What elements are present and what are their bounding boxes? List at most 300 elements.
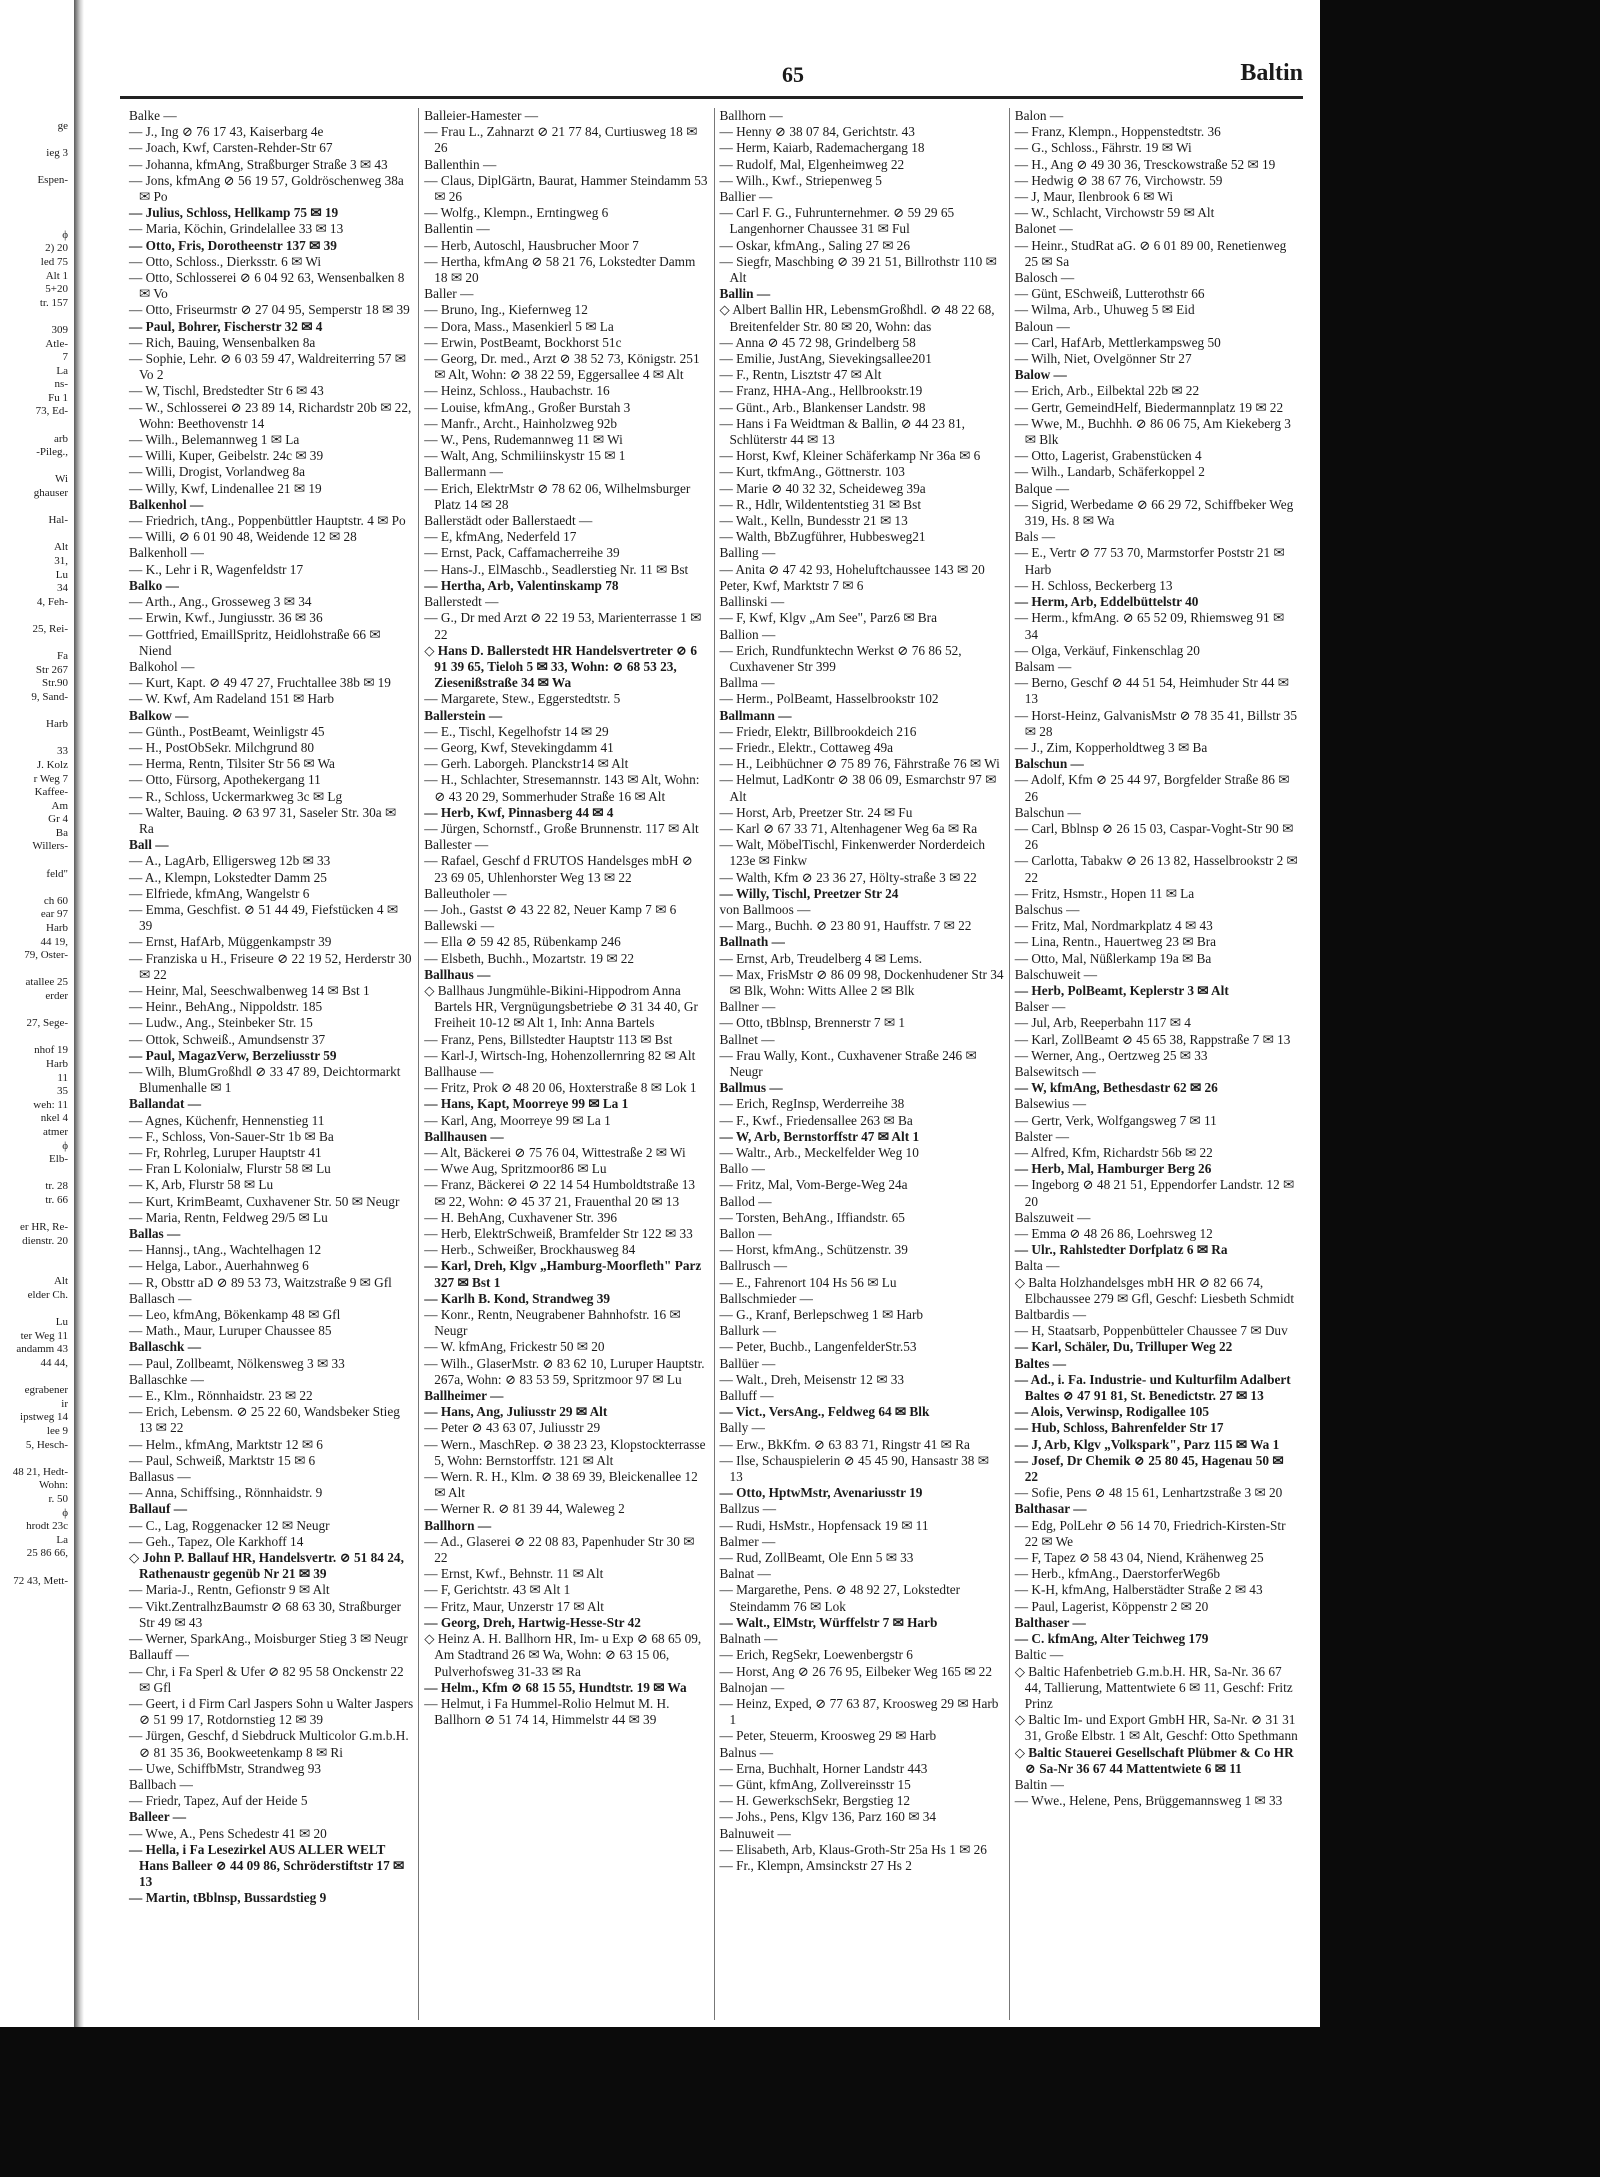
directory-entry: — Horst-Heinz, GalvanisMstr ⊘ 78 35 41, Billstr 35 ✉ 28 (1014, 707, 1297, 739)
directory-entry: — Gottfried, EmaillSpritz, Heidlohstraße 66 ✉ Niend (129, 626, 381, 658)
directory-entry: — Wilh, BlumGroßhdl ⊘ 33 47 89, Deichtormarkt Blumenhalle ✉ 1 (129, 1063, 401, 1096)
directory-entry: — Rudolf, Mal, Elgenheimweg 22 (719, 156, 905, 172)
directory-entry: — H., Schlachter, Stresemannstr. 143 ✉ Alt, Wohn: ⊘ 43 20 29, Sommerhuder Straße 16 ✉ Alt (424, 772, 700, 804)
directory-entry: — Sophie, Lehr. ⊘ 6 03 59 47, Waldreiterring 57 ✉ Vo 2 (129, 351, 406, 383)
prev-page-fragment: Gr 4 (48, 813, 68, 826)
directory-entry: — C., Lag, Roggenacker 12 ✉ Neugr (129, 1517, 330, 1533)
directory-entry: — Ulr., Rahlstedter Dorfplatz 6 ✉ Ra (1014, 1242, 1228, 1258)
directory-entry: — Ernst, Kwf., Behnstr. 11 ✉ Alt (424, 1566, 604, 1582)
directory-entry: — H. GewerkschSekr, Bergstieg 12 (719, 1793, 911, 1809)
directory-entry: — Edg, PolLehr ⊘ 56 14 70, Friedrich-Kirsten-Str 22 ✉ We (1014, 1517, 1286, 1549)
prev-page-fragment: r. 50 (48, 1492, 68, 1505)
directory-entry: — Julius, Schloss, Hellkamp 75 ✉ 19 (129, 205, 339, 221)
directory-entry: — Walt, MöbelTischl, Finkenwerder Norderdeich 123e ✉ Finkw (719, 837, 986, 869)
directory-entry: — Helga, Labor., Auerhahnweg 6 (129, 1258, 309, 1274)
prev-page-fragment: elder Ch. (27, 1289, 68, 1302)
directory-entry: — Fr., Klempn, Amsinckstr 27 Hs 2 (719, 1857, 912, 1873)
directory-entry: Ballnet — (719, 1031, 775, 1047)
prev-page-fragment (0, 609, 70, 623)
directory-entry: — Alois, Verwinsp, Rodigallee 105 (1014, 1404, 1210, 1420)
directory-entry: — Karl, Schäler, Du, Trilluper Weg 22 (1014, 1339, 1233, 1355)
directory-entry: — Arth., Ang., Grosseweg 3 ✉ 34 (129, 594, 312, 610)
prev-page-fragment: 5+20 (45, 283, 68, 296)
directory-entry: Ballerstädt oder Ballerstaedt — (424, 513, 593, 529)
directory-entry: — Johanna, kfmAng, Straßburger Straße 3 ✉ 43 (129, 156, 388, 172)
directory-entry: Balmer — (719, 1533, 776, 1549)
directory-entry: — Ernst, Pack, Caffamacherreihe 39 (424, 545, 620, 561)
directory-entry: Balsewitsch — (1014, 1063, 1096, 1079)
prev-page-fragment: 79, Oster- (24, 949, 68, 962)
prev-page-fragment: ir (61, 1397, 68, 1410)
directory-entry: — Agnes, Küchenfr, Hennenstieg 11 (129, 1112, 325, 1128)
directory-entry: — Elfriede, kfmAng, Wangelstr 6 (129, 885, 310, 901)
directory-entry: Ballinski — (719, 594, 785, 610)
directory-entry: — Marie ⊘ 40 32 32, Scheideweg 39a (719, 480, 926, 496)
directory-entry: — F., Schloss, Von-Sauer-Str 1b ✉ Ba (129, 1128, 334, 1144)
column-4 (1010, 108, 1304, 2020)
prev-page-fragment: Wohn: (38, 1479, 68, 1492)
directory-entry: — Maria-J., Rentn, Gefionstr 9 ✉ Alt (129, 1582, 330, 1598)
directory-entry: — H. Schloss, Beckerberg 13 (1014, 577, 1173, 593)
prev-page-fragment: Wi (55, 473, 68, 486)
directory-entry: Ballasch — (129, 1290, 192, 1306)
directory-entry: — Rafael, Geschf d FRUTOS Handelsges mbH ⊘ 23 69 05, Uhlenhorster Weg 13 ✉ 22 (424, 853, 693, 885)
directory-entry: — Werner, Ang., Oertzweg 25 ✉ 33 (1014, 1047, 1208, 1063)
prev-page-fragment: 11 (57, 1071, 68, 1084)
directory-entry: — Hannsj., tAng., Wachtelhagen 12 (129, 1242, 322, 1258)
directory-entry: — Franziska u H., Friseure ⊘ 22 19 52, Herderstr 30 ✉ 22 (129, 950, 412, 982)
directory-entry: — Alt, Bäckerei ⊘ 75 76 04, Wittestraße 2 ✉ Wi (424, 1145, 686, 1160)
directory-entry: — Wilh., Belemannweg 1 ✉ La (129, 432, 300, 448)
scan-background-bottom (0, 2027, 1600, 2177)
directory-entry: — Wwe, M., Buchhh. ⊘ 86 06 75, Am Kiekeberg 3 ✉ Blk (1014, 415, 1291, 448)
directory-entry: — Fritz, Maur, Unzerstr 17 ✉ Alt (424, 1598, 604, 1614)
directory-entry: — Otto, tBblnsp, Brennerstr 7 ✉ 1 (719, 1015, 905, 1031)
directory-entry: — H. BehAng, Cuxhavener Str. 396 (424, 1209, 618, 1225)
directory-entry: — Ad., i. Fa. Industrie- und Kulturfilm Adalbert Baltes ⊘ 47 91 81, St. Benedictstr. 27 ✉ 13 (1014, 1371, 1291, 1404)
directory-entry: — Frau L., Zahnarzt ⊘ 21 77 84, Curtiusweg 18 ✉ 26 (424, 124, 698, 156)
directory-entry: Bals — (1014, 529, 1056, 545)
directory-entry: — Anna, Schiffsing., Rönnhaidstr. 9 (129, 1485, 323, 1501)
prev-page-fragment: La (56, 1533, 68, 1546)
directory-entry: — K., Lehr i R, Wagenfeldstr 17 (129, 561, 304, 577)
directory-entry: — K, Arb, Flurstr 58 ✉ Lu (129, 1177, 274, 1193)
prev-page-fragment: ϕ (62, 228, 68, 241)
directory-entry: — Herb, Mal, Hamburger Berg 26 (1014, 1161, 1212, 1177)
directory-entry: Balthaser — (1014, 1614, 1086, 1630)
directory-entry: — Wolfg., Klempn., Erntingweg 6 (424, 205, 609, 221)
prev-page-fragment: Elb- (49, 1153, 68, 1166)
prev-page-fragment: Willers- (32, 840, 68, 853)
directory-entry: — Heinr., BehAng., Nippoldstr. 185 (129, 999, 323, 1015)
directory-entry: — Willy, Tischl, Preetzer Str 24 (719, 885, 899, 901)
directory-entry: — H., Ang ⊘ 49 30 36, Tresckowstraße 52 ✉ 19 (1014, 156, 1276, 172)
directory-entry: — Fritz, Mal, Nordmarkplatz 4 ✉ 43 (1014, 918, 1213, 934)
directory-entry: Baltes — (1014, 1355, 1067, 1371)
directory-entry: — Herb, PolBeamt, Keplerstr 3 ✉ Alt (1014, 982, 1229, 998)
prev-page-fragment: lee 9 (46, 1425, 68, 1437)
directory-entry: — H., PostObSekr. Milchgrund 80 (129, 739, 315, 755)
directory-entry: — Herm., PolBeamt, Hasselbrookstr 102 (719, 691, 939, 707)
prev-page-fragment: Alt (53, 541, 68, 554)
directory-entry: — J, Maur, Ilenbrook 6 ✉ Wi (1014, 189, 1174, 205)
prev-page-fragment (0, 1303, 70, 1317)
prev-page-fragment (0, 161, 70, 175)
prev-page-fragment: Alt 1 (45, 269, 68, 282)
prev-page-fragment (0, 1452, 70, 1466)
prev-page-fragment (0, 188, 70, 202)
prev-page-fragment: nhof 19 (34, 1044, 68, 1057)
prev-page-fragment: arb (53, 432, 68, 445)
prev-page-fragment: 72 43, Mett- (13, 1574, 68, 1587)
directory-entry: — Otto, Mal, Nüßlerkamp 19a ✉ Ba (1014, 950, 1212, 966)
directory-entry: — Fr, Rohrleg, Luruper Hauptstr 41 (129, 1145, 322, 1160)
directory-entry: — Elisabeth, Arb, Klaus-Groth-Str 25a Hs 1 ✉ 26 (719, 1841, 987, 1857)
directory-entry: — Paul, Zollbeamt, Nölkensweg 3 ✉ 33 (129, 1355, 345, 1371)
prev-page-fragment: 34 (57, 582, 68, 595)
directory-entry: — Uwe, SchiffbMstr, Strandweg 93 (129, 1760, 322, 1776)
directory-entry: — Erich, ElektrMstr ⊘ 78 62 06, Wilhelmsburger Platz 14 ✉ 28 (424, 480, 691, 512)
prev-page-fragment: 27, Sege- (26, 1017, 68, 1030)
directory-entry: — F, Kwf, Klgv „Am See", Parz6 ✉ Bra (719, 610, 938, 626)
directory-entry: — Kurt, tkfmAng., Göttnerstr. 103 (719, 464, 905, 480)
directory-entry: Ballzus — (719, 1501, 777, 1517)
directory-entry: Peter, Kwf, Marktstr 7 ✉ 6 (719, 577, 864, 593)
directory-entry: — Erich, Lebensm. ⊘ 25 22 60, Wandsbeker Stieg 13 ✉ 22 (129, 1404, 400, 1436)
directory-entry: — Berno, Geschf ⊘ 44 51 54, Heimhuder Str 44 ✉ 13 (1014, 675, 1289, 707)
directory-entry: Balnojan — (719, 1679, 785, 1695)
prev-page-fragment: led 75 (40, 255, 68, 268)
directory-entry: — Adolf, Kfm ⊘ 25 44 97, Borgfelder Straße 86 ✉ 26 (1014, 772, 1290, 804)
prev-page-fragment (0, 1004, 70, 1018)
directory-entry: — Herb., kfmAng., DaerstorferWeg6b (1014, 1566, 1221, 1582)
directory-entry: — Johs., Pens, Klgv 136, Parz 160 ✉ 34 (719, 1809, 937, 1825)
directory-entry: — Otto, Schlosserei ⊘ 6 04 92 63, Wensenbalken 8 ✉ Vo (129, 270, 405, 302)
directory-entry: von Ballmoos — (719, 901, 811, 917)
directory-entry: — W, kfmAng, Bethesdastr 62 ✉ 26 (1014, 1080, 1218, 1096)
directory-entry: — Georg, Kwf, Stevekingdamm 41 (424, 739, 614, 755)
directory-entry: — Hans i Fa Weidtman & Ballin, ⊘ 44 23 81, Schlüterstr 44 ✉ 13 (719, 415, 965, 448)
directory-entry: Balosch — (1014, 270, 1075, 286)
directory-entry: — Anita ⊘ 47 42 93, Hoheluftchaussee 143 ✉ 20 (719, 561, 985, 577)
directory-entry: Balko — (129, 577, 179, 593)
directory-entry: — Max, FrisMstr ⊘ 86 09 98, Dockenhudener Str 34 ✉ Blk, Wohn: Witts Allee 2 ✉ Blk (719, 966, 1004, 998)
prev-page-fragment (0, 732, 70, 746)
directory-entry: — Sofie, Pens ⊘ 48 15 61, Lenhartzstraße 3 ✉ 20 (1014, 1485, 1283, 1501)
directory-entry: — Otto, Schloss., Dierksstr. 6 ✉ Wi (129, 253, 322, 269)
directory-entry: — Erich, Arb., Eilbektal 22b ✉ 22 (1014, 383, 1200, 399)
directory-entry: ◇ Balta Holzhandelsges mbH HR ⊘ 82 66 74, Elbchaussee 279 ✉ Gfl, Geschf: Liesbeth Schmidt (1014, 1274, 1295, 1306)
directory-entry: — Hedwig ⊘ 38 67 76, Virchowstr. 59 (1014, 172, 1223, 188)
directory-entry: — E, kfmAng, Nederfeld 17 (424, 529, 577, 545)
prev-page-fragment (0, 134, 70, 148)
prev-page-fragment (0, 881, 70, 895)
directory-entry: Balkow — (129, 707, 189, 723)
directory-entry: — Friedr, Tapez, Auf der Heide 5 (129, 1793, 308, 1809)
directory-entry: — Olga, Verkäuf, Finkenschlag 20 (1014, 642, 1200, 658)
directory-entry: ◇ Hans D. Ballerstedt HR Handelsvertreter ⊘ 6 91 39 65, Tieloh 5 ✉ 33, Wohn: ⊘ 68 53 23, Ziesenißstraße 34 ✉ Wa (424, 642, 697, 691)
directory-entry: Ball — (129, 837, 169, 853)
directory-entry: — Willi, Drogist, Vorlandweg 8a (129, 464, 306, 480)
directory-entry: Ballrusch — (719, 1258, 788, 1274)
directory-entry: — Vikt.ZentralhzBaumstr ⊘ 68 63 30, Straßburger Str 49 ✉ 43 (129, 1598, 402, 1630)
directory-entry: — Helmut, i Fa Hummel-Rolio Helmut M. H. Ballhorn ⊘ 51 74 14, Himmelstr 44 ✉ 39 (424, 1695, 670, 1728)
directory-entry: Balnuweit — (719, 1825, 791, 1841)
directory-entry: — Emma, Geschfist. ⊘ 51 44 49, Fiefstücken 4 ✉ 39 (129, 901, 398, 934)
directory-entry: — Erich, RegSekr, Loewenbergstr 6 (719, 1647, 913, 1663)
directory-entry: Ballauff — (129, 1647, 189, 1663)
directory-entry: — Gertr, GemeindHelf, Biedermannplatz 19 ✉ 22 (1014, 399, 1284, 415)
directory-entry: — Rud, ZollBeamt, Ole Enn 5 ✉ 33 (719, 1550, 914, 1566)
directory-entry: — Helm., Kfm ⊘ 68 15 55, Hundtstr. 19 ✉ Wa (424, 1679, 687, 1695)
directory-entry: — Hans, Ang, Juliusstr 29 ✉ Alt (424, 1404, 608, 1420)
directory-entry: Balthasar — (1014, 1501, 1087, 1517)
directory-entry: Ballmus — (719, 1080, 783, 1096)
directory-entry: Balque — (1014, 480, 1070, 496)
prev-page-fragment: weh: 11 (33, 1098, 68, 1111)
directory-entry: — Karlh B. Kond, Strandweg 39 (424, 1290, 611, 1306)
directory-entry: — Fritz, Prok ⊘ 48 20 06, Hoxterstraße 8 ✉ Lok 1 (424, 1080, 697, 1096)
directory-entry: — Walt, Ang, Schmiliinskystr 15 ✉ 1 (424, 448, 626, 464)
prev-page-fragment: 5, Hesch- (25, 1438, 68, 1451)
directory-entry: Balnus — (719, 1744, 774, 1760)
directory-entry: — Heinz, Exped, ⊘ 77 63 87, Kroosweg 29 ✉ Harb 1 (719, 1695, 999, 1728)
directory-entry: Balta — (1014, 1258, 1060, 1274)
directory-entry: — Friedr, Elektr, Billbrookdeich 216 (719, 723, 917, 739)
directory-entry: — Gertr, Verk, Wolfgangsweg 7 ✉ 11 (1014, 1112, 1217, 1128)
directory-entry: — Wern. R. H., Klm. ⊘ 38 69 39, Bleickenallee 12 ✉ Alt (424, 1469, 698, 1501)
directory-entry: — Walt., Dreh, Meisenstr 12 ✉ 33 (719, 1371, 905, 1387)
prev-page-fragment: ieg 3 (46, 147, 68, 160)
directory-entry: — Louise, kfmAng., Großer Burstah 3 (424, 399, 631, 415)
directory-entry: — R., Hdlr, Wildententstieg 31 ✉ Bst (719, 496, 922, 512)
directory-entry: — Math., Maur, Luruper Chaussee 85 (129, 1323, 332, 1339)
directory-entry: — W., Pens, Rudemannweg 11 ✉ Wi (424, 432, 623, 448)
directory-entry: — Herm., kfmAng. ⊘ 65 52 09, Rhiemsweg 91 ✉ 34 (1014, 610, 1285, 642)
directory-entry: — Peter ⊘ 43 63 07, Juliusstr 29 (424, 1420, 601, 1436)
directory-entry: Balkenhol — (129, 496, 204, 512)
directory-entry: Balsam — (1014, 658, 1072, 674)
directory-entry: — Bruno, Ing., Kiefernweg 12 (424, 302, 588, 318)
directory-entry: Balling — (719, 545, 776, 561)
directory-entry: — Peter, Steuerm, Kroosweg 29 ✉ Harb (719, 1728, 937, 1744)
directory-entry: Ballier — (719, 189, 773, 205)
directory-entry: — Heinr., StudRat aG. ⊘ 6 01 89 00, Renetienweg 25 ✉ Sa (1014, 237, 1287, 269)
directory-entry: — Emilie, JustAng, Sievekingsallee201 (719, 351, 932, 367)
prev-page-fragment (0, 501, 70, 515)
directory-entry: — Erw., BkKfm. ⊘ 63 83 71, Ringstr 41 ✉ Ra (719, 1436, 970, 1452)
prev-page-fragment (0, 705, 70, 719)
directory-entry: Baltbardis — (1014, 1307, 1087, 1323)
directory-entry: — Peter, Buchb., LangenfelderStr.53 (719, 1339, 917, 1355)
directory-entry: — Willi, ⊘ 6 01 90 48, Weidende 12 ✉ 28 (129, 529, 357, 545)
prev-page-fragment: erder (45, 990, 68, 1002)
directory-entry: — Elsbeth, Buchh., Mozartstr. 19 ✉ 22 (424, 950, 635, 966)
directory-entry: — W, Tischl, Bredstedter Str 6 ✉ 43 (129, 383, 324, 399)
prev-page-fragment: Lu (55, 1316, 68, 1329)
directory-entry: — Vict., VersAng., Feldweg 64 ✉ Blk (719, 1404, 930, 1420)
directory-entry: — Hans-J., ElMaschb., Seadlerstieg Nr. 11 ✉ Bst (424, 561, 689, 577)
prev-page-fragment (0, 460, 70, 474)
prev-page-fragment: Espen- (37, 174, 68, 187)
directory-entry: — E., Fahrenort 104 Hs 56 ✉ Lu (719, 1274, 897, 1290)
prev-page-fragment: Fa (57, 650, 68, 663)
directory-entry: — Karl, ZollBeamt ⊘ 45 65 38, Rappstraße 7 ✉ 13 (1014, 1031, 1291, 1047)
prev-page-fragment: atmer (42, 1125, 68, 1138)
prev-page-fragment: dienstr. 20 (22, 1234, 68, 1247)
directory-entry: — Wilh, Niet, Ovelgönner Str 27 (1014, 351, 1192, 367)
directory-entry: — Maria, Köchin, Grindelallee 33 ✉ 13 (129, 221, 344, 237)
prev-page-fragment: 2) 20 (45, 242, 68, 255)
prev-page-fragment: Harb (46, 1057, 68, 1070)
directory-entry: — Josef, Dr Chemik ⊘ 25 80 45, Hagenau 50 ✉ 22 (1014, 1452, 1284, 1485)
directory-entry: Baloun — (1014, 318, 1070, 334)
directory-entry: — Maria, Rentn, Feldweg 29/5 ✉ Lu (129, 1209, 328, 1225)
directory-entry: — Geh., Tapez, Ole Karkhoff 14 (129, 1533, 304, 1549)
directory-entry: Ballandat — (129, 1096, 202, 1112)
directory-entry: — Wwe Aug, Spritzmoor86 ✉ Lu (424, 1161, 607, 1177)
directory-entry: — Lina, Rentn., Hauertweg 23 ✉ Bra (1014, 934, 1217, 950)
directory-entry: — W, Arb, Bernstorffstr 47 ✉ Alt 1 (719, 1128, 920, 1144)
directory-entry: — Wern., MaschRep. ⊘ 38 23 23, Klopstockterrasse 5, Wohn: Bernstorffstr. 121 ✉ Alt (424, 1436, 706, 1468)
prev-page-fragment (0, 1167, 70, 1181)
directory-entry: ◇ Albert Ballin HR, LebensmGroßhdl. ⊘ 48 22 68, Breitenfelder Str. 80 ✉ 20, Wohn: das (719, 302, 995, 334)
directory-entry: Ballerstein — (424, 707, 503, 723)
directory-entry: Ballma — (719, 675, 775, 691)
directory-entry: — Jürgen, Schornstf., Große Brunnenstr. 117 ✉ Alt (424, 820, 699, 836)
directory-entry: — Wilh., Landarb, Schäferkoppel 2 (1014, 464, 1205, 480)
directory-entry: — Ella ⊘ 59 42 85, Rübenkamp 246 (424, 934, 621, 950)
directory-entry: Ballschmieder — (719, 1290, 813, 1306)
directory-entry: Ballner — (719, 999, 776, 1015)
directory-entry: — A., LagArb, Elligersweg 12b ✉ 33 (129, 853, 331, 869)
prev-page-fragment: ge (57, 120, 68, 132)
directory-entry: Ballaschk — (129, 1339, 202, 1355)
directory-entry: — Friedr., Elektr., Cottaweg 49a (719, 739, 894, 755)
directory-entry: — Wilh., Kwf., Striepenweg 5 (719, 172, 882, 188)
directory-entry: — Walt., Kelln, Bundesstr 21 ✉ 13 (719, 513, 908, 529)
directory-entry: Balkenholl — (129, 545, 204, 561)
prev-page-fragment: 31, (54, 555, 68, 567)
prev-page-fragment: 25 86 66, (26, 1547, 68, 1560)
binding-gutter (74, 0, 84, 2177)
prev-page-fragment (0, 215, 70, 229)
directory-entry: Ballnath — (719, 934, 785, 950)
directory-entry: — Franz, Bäckerei ⊘ 22 14 54 Humboldtstraße 13 ✉ 22, Wohn: ⊘ 45 37 21, Frauenthal 20 ✉ 13 (424, 1177, 695, 1209)
prev-page-fragment: ch 60 (43, 894, 68, 907)
prev-page-fragment: Fu 1 (48, 391, 68, 404)
directory-entry: — Carlotta, Tabakw ⊘ 26 13 82, Hasselbrookstr 2 ✉ 22 (1014, 853, 1298, 885)
directory-entry: — Chr, i Fa Sperl & Ufer ⊘ 82 95 58 Onckenstr 22 ✉ Gfl (129, 1663, 404, 1695)
directory-entry: — Ingeborg ⊘ 48 21 51, Eppendorfer Landstr. 12 ✉ 20 (1014, 1177, 1295, 1209)
directory-entry: — Franz, Klempn., Hoppenstedtstr. 36 (1014, 124, 1221, 140)
directory-entry: — Leo, kfmAng, Bökenkamp 48 ✉ Gfl (129, 1307, 341, 1323)
header-rule (120, 96, 1303, 99)
directory-entry: — Heinr, Mal, Seeschwalbenweg 14 ✉ Bst 1 (129, 982, 370, 998)
directory-entry: ◇ Baltic Hafenbetrieb G.m.b.H. HR, Sa-Nr. 36 67 44, Tallierung, Mattentwiete 6 ✉ 11, Geschf: Fritz Prinz (1014, 1663, 1293, 1711)
directory-entry: — Otto, HptwMstr, Avenariusstr 19 (719, 1485, 923, 1501)
directory-entry: Baller — (424, 286, 474, 302)
prev-page-fragment (0, 419, 70, 433)
directory-entry: Ballewski — (424, 918, 495, 934)
directory-entry: — Paul, MagazVerw, Berzeliusstr 59 (129, 1047, 337, 1063)
directory-entry: — Jürgen, Geschf, d Siebdruck Multicolor G.m.b.H. ⊘ 81 35 36, Bookweetenkamp 8 ✉ Ri (129, 1728, 409, 1760)
directory-entry: — Carl F. G., Fuhrunternehmer. ⊘ 59 29 65 Langenhorner Chaussee 31 ✉ Ful (719, 205, 955, 237)
directory-entry: Ballheimer — (424, 1388, 504, 1404)
directory-entry: — Herm, Kaiarb, Rademachergang 18 (719, 140, 925, 156)
directory-entry: — Heinz, Schloss., Haubachstr. 16 (424, 383, 610, 399)
column-3 (715, 108, 1010, 2020)
directory-entry: — Erna, Buchhalt, Horner Landstr 443 (719, 1760, 928, 1776)
directory-entry: — H, Staatsarb, Poppenbütteler Chaussee 7 ✉ Duv (1014, 1323, 1288, 1339)
directory-entry: — Manfr., Archt., Hainholzweg 92b (424, 415, 618, 431)
prev-page-fragment: Str.90 (42, 677, 68, 690)
directory-entry: Balster — (1014, 1128, 1070, 1144)
directory-entry: Ballod — (719, 1193, 772, 1209)
directory-entry: Ballo — (719, 1161, 765, 1177)
prev-page-fragment: Am (51, 799, 68, 812)
prev-page-fragment (0, 1561, 70, 1575)
directory-entry: — Hans, Kapt, Moorreye 99 ✉ La 1 (424, 1096, 629, 1112)
prev-page-fragment: tr. 28 (45, 1180, 68, 1193)
directory-entry: — W., Schlacht, Virchowstr 59 ✉ Alt (1014, 205, 1215, 221)
directory-entry: — Rich, Bauing, Wensenbalken 8a (129, 334, 316, 350)
directory-entry: — Alfred, Kfm, Richardstr 56b ✉ 22 (1014, 1145, 1213, 1160)
directory-entry: Ballion — (719, 626, 776, 642)
directory-entry: Balke — (129, 108, 177, 123)
directory-entry: — Karl, Ang, Moorreye 99 ✉ La 1 (424, 1112, 611, 1128)
prev-page-fragment: ipstweg 14 (20, 1411, 68, 1424)
directory-entry: — Walth, Kfm ⊘ 23 36 27, Hölty-straße 3 ✉ 22 (719, 869, 977, 885)
directory-entry: — Karl-J, Wirtsch-Ing, Hohenzollernring 82 ✉ Alt (424, 1047, 696, 1063)
prev-page-fragment: andamm 43 (16, 1343, 68, 1356)
directory-entry: — Paul, Schweiß, Marktstr 15 ✉ 6 (129, 1452, 316, 1468)
directory-entry: Ballbach — (129, 1776, 193, 1792)
directory-entry: ◇ Baltic Im- und Export GmbH HR, Sa-Nr. ⊘ 31 31 31, Große Elbstr. 1 ✉ Alt, Geschf: Otto Spethmann (1014, 1712, 1298, 1744)
directory-entry: — Walth, BbZugführer, Hubbesweg21 (719, 529, 926, 545)
prev-page-fragment: ns- (54, 378, 68, 391)
directory-entry: — Otto, Fürsorg, Apothekergang 11 (129, 772, 321, 788)
directory-entry: Ballhorn — (424, 1517, 492, 1533)
prev-page-fragment: feld" (46, 867, 68, 880)
directory-entry: — Joh., Gastst ⊘ 43 22 82, Neuer Kamp 7 ✉ 6 (424, 901, 677, 917)
prev-page-fragment: Harb (46, 718, 68, 731)
directory-entry: — W., Schlosserei ⊘ 23 89 14, Richardstr 20b ✉ 22, Wohn: Beethovenstr 14 (129, 399, 412, 431)
directory-entry: Balleer — (129, 1809, 186, 1825)
prev-page-fragment: atallee 25 (25, 976, 68, 989)
prev-page-fragment: J. Kolz (36, 758, 68, 771)
directory-entry: Balszuweit — (1014, 1209, 1091, 1225)
directory-entry: — H., Leibhüchner ⊘ 75 89 76, Fährstraße 76 ✉ Wi (719, 756, 1000, 772)
directory-entry: — Ottok, Schweiß., Amundsenstr 37 (129, 1031, 326, 1047)
directory-entry: Balschuweit — (1014, 966, 1098, 982)
prev-page-fragment: La (56, 364, 68, 377)
directory-entry: — R, Obsttr aD ⊘ 89 53 73, Waitzstraße 9 ✉ Gfl (129, 1274, 392, 1290)
prev-page-fragment: Alt (53, 1275, 68, 1288)
directory-entry: — Konr., Rentn, Neugrabener Bahnhofstr. 16 ✉ Neugr (424, 1307, 681, 1339)
directory-entry: — Jul, Arb, Reeperbahn 117 ✉ 4 (1014, 1015, 1191, 1031)
column-1 (124, 108, 419, 2020)
directory-entry: — Fritz, Hsmstr., Hopen 11 ✉ La (1014, 885, 1195, 901)
prev-page-fragment: Ba (55, 826, 68, 839)
prev-page-fragment (0, 1031, 70, 1045)
directory-entry: — Carl, HafArb, Mettlerkampsweg 50 (1014, 334, 1221, 350)
directory-entry: Baltin — (1014, 1776, 1064, 1792)
directory-entry: — Marg., Buchh. ⊘ 23 80 91, Hauffstr. 7 ✉ 22 (719, 918, 972, 934)
prev-page-fragment: Lu (55, 568, 68, 581)
directory-entry: — W. Kwf, Am Radeland 151 ✉ Harb (129, 691, 335, 707)
directory-entry: — Günt, kfmAng, Zollvereinsstr 15 (719, 1776, 911, 1792)
